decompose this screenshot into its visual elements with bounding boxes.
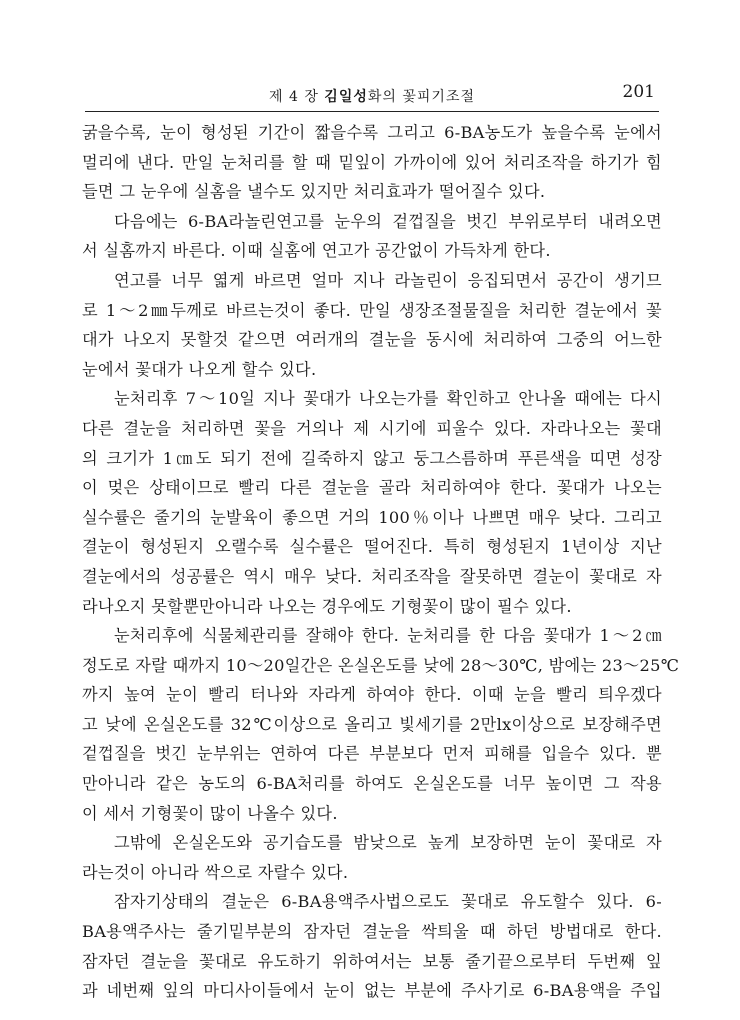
text-line: 겉껍질을 벗긴 눈부위는 연하여 다른 부분보다 먼저 피해를 입을수 있다. 뿐 [82, 744, 662, 764]
text-line: 다음에는 6-BA라놀린연고를 눈우의 겉껍질을 벗긴 부위로부터 내려오면 [114, 211, 662, 231]
text-line: 대가 나오지 못할것 같으면 여러개의 결눈을 동시에 처리하여 그중의 어느한 [82, 330, 662, 350]
text-line: 이 세서 기형꽃이 많이 나올수 있다. [82, 803, 338, 823]
author-name: 김일성 [324, 89, 368, 105]
text-line: 로 1～2㎜두께로 바르는것이 좋다. 만일 생장조절물질을 처리한 결눈에서 꽃 [82, 300, 662, 320]
body-text [82, 118, 680, 1006]
text-line: 그밖에 온실온도와 공기습도를 밤낮으로 높게 보장하면 눈이 꽃대로 자 [114, 833, 662, 853]
text-line: 서 실홈까지 바른다. 이때 실홈에 연고가 공간없이 가득차게 한다. [82, 241, 551, 261]
text-line: 까지 높여 눈이 빨리 터나와 자라게 하여야 한다. 이때 눈을 빨리 틔우겠다 [82, 685, 662, 705]
running-title [85, 86, 659, 106]
text-line: 다른 결눈을 처리하면 꽃을 거의나 제 시기에 피울수 있다. 자라나오는 꽃대 [82, 418, 662, 438]
text-line: 정도로 자랄 때까지 10～20일간은 온실온도를 낮에 28～30℃, 밤에는 23～25℃ [82, 655, 680, 675]
text-line: 이 멎은 상태이므로 빨리 다른 결눈을 골라 처리하여야 한다. 꽃대가 나오는 [82, 478, 662, 498]
text-line: 실수률은 줄기의 눈발육이 좋으면 거의 100％이나 나쁘면 매우 낮다. 그리고 [82, 507, 662, 527]
text-line: 눈에서 꽃대가 나오게 할수 있다. [82, 359, 317, 379]
text-line: 만아니라 같은 농도의 6-BA처리를 하여도 온실온도를 너무 높이면 그 작용 [82, 774, 662, 794]
page-number: 201 [622, 82, 655, 102]
text-line: 멀리에 낸다. 만일 눈처리를 할 때 밑잎이 가까이에 있어 처리조작을 하기가 힘 [82, 152, 662, 172]
text-line: BA용액주사는 줄기밑부분의 잠자던 결눈을 싹틔울 때 하던 방법대로 한다. [82, 922, 662, 942]
text-line: 눈처리후에 식물체관리를 잘해야 한다. 눈처리를 한 다음 꽃대가 1～2㎝ [114, 626, 662, 646]
text-line: 잠자기상태의 결눈은 6-BA용액주사법으로도 꽃대로 유도할수 있다. 6- [114, 892, 662, 912]
text-line: 라는것이 아니라 싹으로 자랄수 있다. [82, 862, 349, 882]
text-line: 결눈이 형성된지 오랠수록 실수률은 떨어진다. 특히 형성된지 1년이상 지난 [82, 537, 662, 557]
text-line: 의 크기가 1㎝도 되기 전에 길죽하지 않고 둥그스름하며 푸른색을 띠면 성장 [82, 448, 662, 468]
chapter-label: 제 4 장 [268, 89, 325, 105]
text-line: 라나오지 못할뿐만아니라 나오는 경우에도 기형꽃이 많이 필수 있다. [82, 596, 572, 616]
text-line: 잠자던 결눈을 꽃대로 유도하기 위하여서는 보통 줄기끝으로부터 두번째 잎 [82, 951, 662, 971]
text-line: 눈처리후 7～10일 지나 꽃대가 나오는가를 확인하고 안나올 때에는 다시 [114, 389, 662, 409]
running-header [85, 78, 659, 108]
text-line: 연고를 너무 엷게 바르면 얼마 지나 라놀린이 응집되면서 공간이 생기므 [114, 270, 662, 290]
text-line: 고 낮에 온실온도를 32℃이상으로 올리고 빛세기를 2만lx이상으로 보장해주면 [82, 714, 662, 734]
text-line: 굵을수록, 눈이 형성된 기간이 짧을수록 그리고 6-BA농도가 높을수록 눈에서 [82, 123, 662, 142]
text-line: 들면 그 눈우에 실홈을 낼수도 있지만 처리효과가 떨어질수 있다. [82, 182, 546, 202]
text-line: 과 네번째 잎의 마디사이들에서 눈이 없는 부분에 주사기로 6-BA용액을 주입 [82, 981, 662, 1001]
text-line: 결눈에서의 성공률은 역시 매우 낮다. 처리조작을 잘못하면 결눈이 꽃대로 자 [82, 566, 662, 586]
header-rule [85, 111, 659, 112]
chapter-title: 화의 꽃피기조절 [367, 89, 475, 105]
